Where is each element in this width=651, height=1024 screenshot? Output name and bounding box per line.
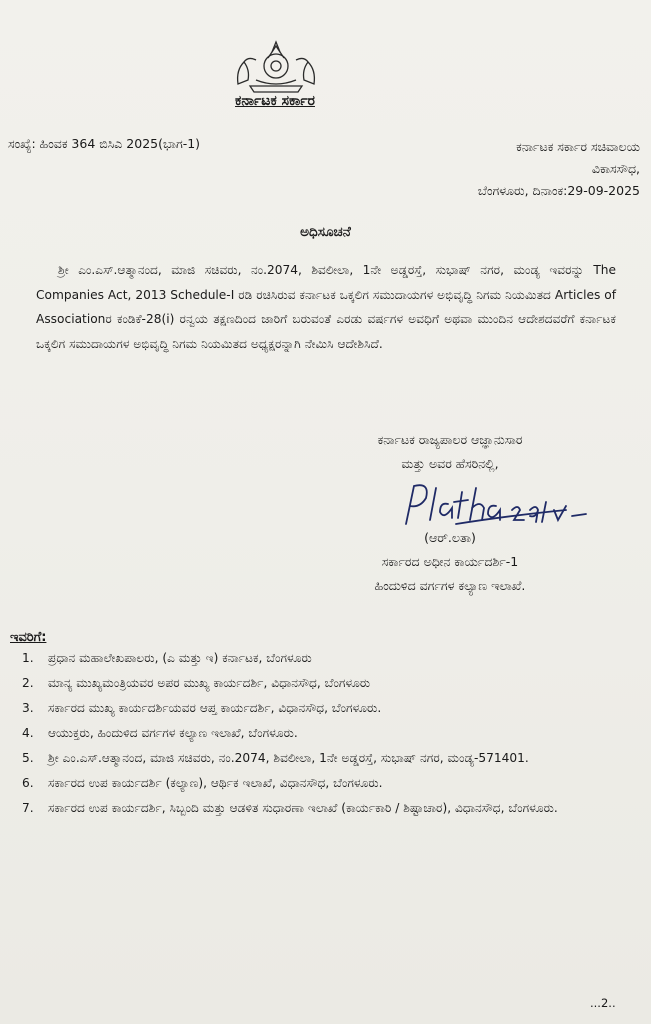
signatory-designation: ಸರ್ಕಾರದ ಅಧೀನ ಕಾರ್ಯದರ್ಶಿ-1 bbox=[381, 554, 519, 569]
government-title: ಕರ್ನಾಟಕ ಸರ್ಕಾರ bbox=[235, 93, 315, 109]
list-item bbox=[22, 798, 622, 819]
signatory-department: ಹಿಂದುಳಿದ ವರ್ಗಗಳ ಕಲ್ಯಾಣ ಇಲಾಖೆ. bbox=[374, 578, 526, 593]
notification-title: ಅಧಿಸೂಚನೆ bbox=[300, 224, 351, 240]
karnataka-emblem-icon bbox=[228, 40, 324, 96]
signatory-block bbox=[290, 526, 610, 598]
list-item-number: 1. bbox=[22, 651, 34, 665]
list-item-number: 3. bbox=[22, 701, 34, 715]
list-item bbox=[22, 648, 622, 669]
page-number: ...2.. bbox=[590, 996, 616, 1010]
list-item-text: ಆಯುಕ್ತರು, ಹಿಂದುಳಿದ ವರ್ಗಗಳ ಕಲ್ಯಾಣ ಇಲಾಖೆ, ಬೆಂಗಳೂರು. bbox=[48, 726, 298, 740]
list-item-number: 6. bbox=[22, 776, 34, 790]
list-item-text: ಸರ್ಕಾರದ ಉಪ ಕಾರ್ಯದರ್ಶಿ (ಕಲ್ಯಾಣ), ಆರ್ಥಿಕ ಇಲಾಖೆ, ವಿಧಾನಸೌಧ, ಬೆಂಗಳೂರು. bbox=[48, 776, 383, 790]
recipients-list bbox=[22, 648, 622, 823]
list-item-text: ಪ್ರಧಾನ ಮಹಾಲೇಖಪಾಲರು, (ಎ ಮತ್ತು ಇ) ಕರ್ನಾಟಕ, ಬೆಂಗಳೂರು bbox=[48, 651, 312, 665]
office-address bbox=[370, 136, 640, 202]
recipients-heading: ಇವರಿಗೆ: bbox=[10, 630, 47, 645]
office-line: ಕರ್ನಾಟಕ ಸರ್ಕಾರ ಸಚಿವಾಲಯ bbox=[516, 139, 640, 154]
office-date-line: ಬೆಂಗಳೂರು, ದಿನಾಂಕ:29-09-2025 bbox=[477, 183, 640, 198]
list-item-number: 7. bbox=[22, 801, 34, 815]
list-item-text: ಸರ್ಕಾರದ ಉಪ ಕಾರ್ಯದರ್ಶಿ, ಸಿಬ್ಬಂದಿ ಮತ್ತು ಆಡಳಿತ ಸುಧಾರಣಾ ಇಲಾಖೆ (ಕಾರ್ಯಕಾರಿ / ಶಿಷ್ಟಾಚಾರ), ವಿಧಾನಸೌಧ, ಬೆಂಗಳೂರು. bbox=[48, 801, 558, 815]
list-item-number: 4. bbox=[22, 726, 34, 740]
authorization-line: ಮತ್ತು ಅವರ ಹೆಸರಿನಲ್ಲಿ, bbox=[401, 456, 499, 471]
signatory-name: (ಆರ್.ಲತಾ) bbox=[424, 530, 476, 545]
notification-body: ಶ್ರೀ ಎಂ.ಎಸ್.ಆತ್ಮಾನಂದ, ಮಾಜಿ ಸಚಿವರು, ನಂ.2074, ಶಿವಲೀಲಾ, 1ನೇ ಅಡ್ಡರಸ್ತೆ, ಸುಭಾಷ್ ನಗರ, ಮಂಡ್ಯ ಇವರನ್ನು The Companies Act, 2013 Schedule-I ರಡಿ ರಚಿಸಿರುವ ಕರ್ನಾಟಕ ಒಕ್ಕಲಿಗ ಸಮುದಾಯಗಳ ಅಭಿವೃದ್ಧಿ ನಿಗಮ ನಿಯಮಿತದ Articles of Associationರ ಕಂಡಿಕೆ-28(i) ರನ್ವಯ ತಕ್ಷಣದಿಂದ ಜಾರಿಗೆ ಬರುವಂತೆ ಎರಡು ವರ್ಷಗಳ ಅವಧಿಗೆ ಅಥವಾ ಮುಂದಿನ ಆದೇಶದವರೆಗೆ ಕರ್ನಾಟಕ ಒಕ್ಕಲಿಗ ಸಮುದಾಯಗಳ ಅಭಿವೃದ್ಧಿ ನಿಗಮ ನಿಯಮಿತದ ಅಧ್ಯಕ್ಷರನ್ನಾಗಿ ನೇಮಿಸಿ ಆದೇಶಿಸಿದೆ. bbox=[36, 263, 616, 351]
list-item bbox=[22, 723, 622, 744]
list-item-text: ಸರ್ಕಾರದ ಮುಖ್ಯ ಕಾರ್ಯದರ್ಶಿಯವರ ಆಪ್ತ ಕಾರ್ಯದರ್ಶಿ, ವಿಧಾನಸೌಧ, ಬೆಂಗಳೂರು. bbox=[48, 701, 382, 715]
list-item bbox=[22, 673, 622, 694]
list-item bbox=[22, 773, 622, 794]
reference-number: ಸಂಖ್ಯೆ: ಹಿಂವಕ 364 ಬಿಸಿಎ 2025(ಭಾಗ-1) bbox=[8, 136, 201, 151]
list-item-text: ಶ್ರೀ ಎಂ.ಎಸ್.ಆತ್ಮಾನಂದ, ಮಾಜಿ ಸಚಿವರು, ನಂ.2074, ಶಿವಲೀಲಾ, 1ನೇ ಅಡ್ಡರಸ್ತೆ, ಸುಭಾಷ್ ನಗರ, ಮಂಡ್ಯ-571401. bbox=[48, 751, 529, 765]
list-item bbox=[22, 748, 622, 769]
list-item-text: ಮಾನ್ಯ ಮುಖ್ಯಮಂತ್ರಿಯವರ ಅಪರ ಮುಖ್ಯ ಕಾರ್ಯದರ್ಶಿ, ವಿಧಾನಸೌಧ, ಬೆಂಗಳೂರು bbox=[48, 676, 371, 690]
list-item-number: 5. bbox=[22, 751, 34, 765]
list-item bbox=[22, 698, 622, 719]
authorization-line: ಕರ್ನಾಟಕ ರಾಜ್ಯಪಾಲರ ಆಜ್ಞಾನುಸಾರ bbox=[377, 432, 523, 447]
office-line: ವಿಕಾಸಸೌಧ, bbox=[591, 161, 640, 176]
list-item-number: 2. bbox=[22, 676, 34, 690]
authorization-block bbox=[290, 428, 610, 476]
